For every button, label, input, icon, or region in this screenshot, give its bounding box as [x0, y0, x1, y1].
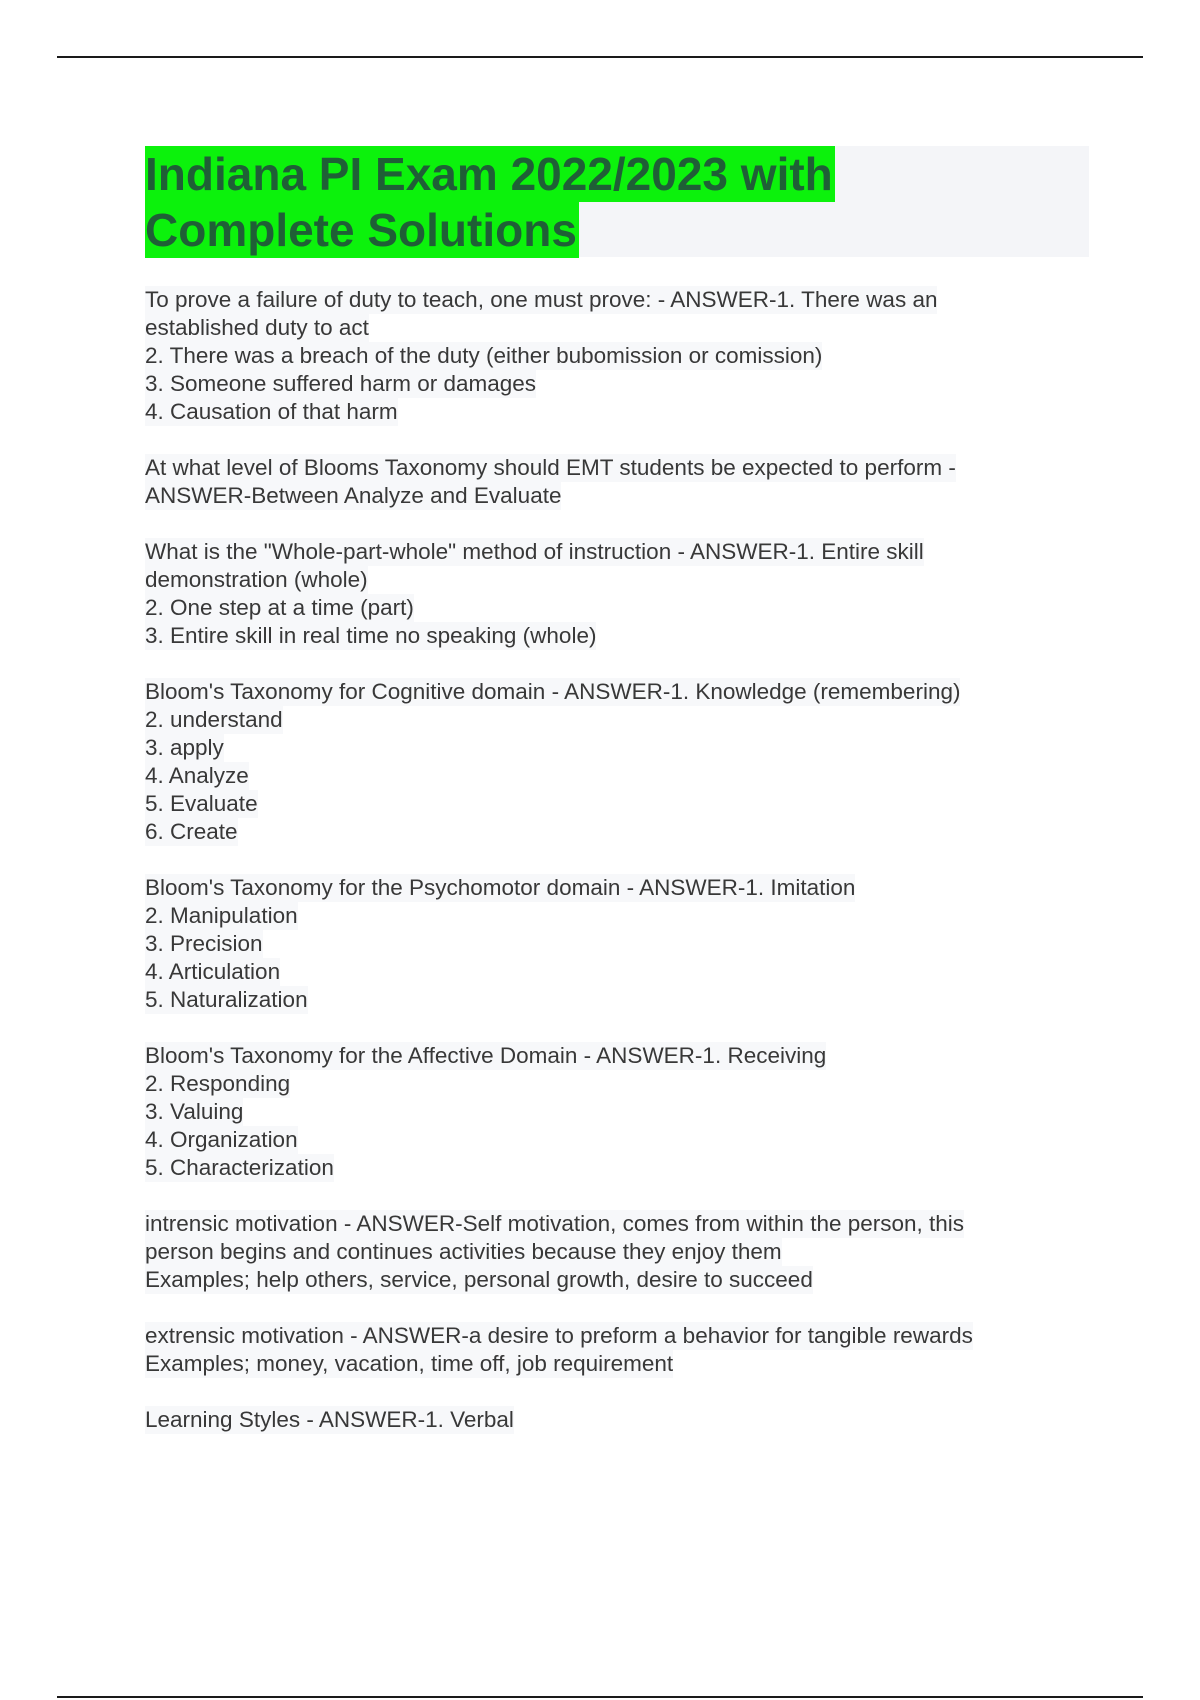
qa-line: 3. Entire skill in real time no speaking (whole) — [145, 623, 597, 648]
qa-line: 3. Precision — [145, 931, 263, 956]
qa-line: 4. Analyze — [145, 763, 249, 788]
bottom-rule — [57, 1696, 1143, 1698]
qa-entry-cognitive-domain — [145, 678, 1065, 846]
qa-entry-blooms-level — [145, 454, 1065, 510]
qa-line: extrensic motivation - ANSWER-a desire to preform a behavior for tangible rewards — [145, 1323, 973, 1348]
qa-line: 3. Someone suffered harm or damages — [145, 371, 537, 396]
qa-entry-whole-part-whole — [145, 538, 1065, 650]
qa-line: Bloom's Taxonomy for the Psychomotor domain - ANSWER-1. Imitation — [145, 875, 856, 900]
qa-line: 2. Manipulation — [145, 903, 298, 928]
qa-line: Bloom's Taxonomy for the Affective Domain - ANSWER-1. Receiving — [145, 1043, 827, 1068]
qa-line: ANSWER-Between Analyze and Evaluate — [145, 483, 562, 508]
qa-line: demonstration (whole) — [145, 567, 368, 592]
top-rule — [57, 56, 1143, 58]
qa-line: 2. There was a breach of the duty (either bubomission or comission) — [145, 343, 823, 368]
qa-line: Examples; help others, service, personal growth, desire to succeed — [145, 1267, 813, 1292]
qa-line: What is the "Whole-part-whole" method of instruction - ANSWER-1. Entire skill — [145, 539, 924, 564]
qa-entry-intrinsic-motivation — [145, 1210, 1065, 1294]
qa-line: 3. Valuing — [145, 1099, 244, 1124]
qa-line: To prove a failure of duty to teach, one must prove: - ANSWER-1. There was an — [145, 287, 938, 312]
qa-line: Bloom's Taxonomy for Cognitive domain - ANSWER-1. Knowledge (remembering) — [145, 679, 961, 704]
qa-line: Examples; money, vacation, time off, job requirement — [145, 1351, 674, 1376]
qa-entry-learning-styles — [145, 1406, 1065, 1434]
title-line-1: Indiana PI Exam 2022/2023 with — [145, 148, 833, 200]
qa-line: 3. apply — [145, 735, 224, 760]
qa-line: person begins and continues activities because they enjoy them — [145, 1239, 782, 1264]
title-line-2: Complete Solutions — [145, 204, 577, 256]
qa-line: established duty to act — [145, 315, 369, 340]
qa-line: 5. Naturalization — [145, 987, 308, 1012]
qa-line: 5. Evaluate — [145, 791, 258, 816]
qa-entry-extrinsic-motivation — [145, 1322, 1065, 1378]
qa-line: 2. understand — [145, 707, 283, 732]
qa-line: 6. Create — [145, 819, 238, 844]
qa-line: 4. Organization — [145, 1127, 298, 1152]
qa-line: 2. One step at a time (part) — [145, 595, 414, 620]
qa-line: Learning Styles - ANSWER-1. Verbal — [145, 1407, 514, 1432]
qa-list — [145, 286, 1065, 1462]
qa-line: 4. Articulation — [145, 959, 281, 984]
document-title — [145, 146, 835, 258]
qa-line: At what level of Blooms Taxonomy should EMT students be expected to perform - — [145, 455, 956, 480]
qa-entry-affective-domain — [145, 1042, 1065, 1182]
qa-line: intrensic motivation - ANSWER-Self motivation, comes from within the person, this — [145, 1211, 965, 1236]
qa-line: 4. Causation of that harm — [145, 399, 398, 424]
qa-line: 5. Characterization — [145, 1155, 334, 1180]
qa-line: 2. Responding — [145, 1071, 291, 1096]
qa-entry-duty-to-teach — [145, 286, 1065, 426]
qa-entry-psychomotor-domain — [145, 874, 1065, 1014]
